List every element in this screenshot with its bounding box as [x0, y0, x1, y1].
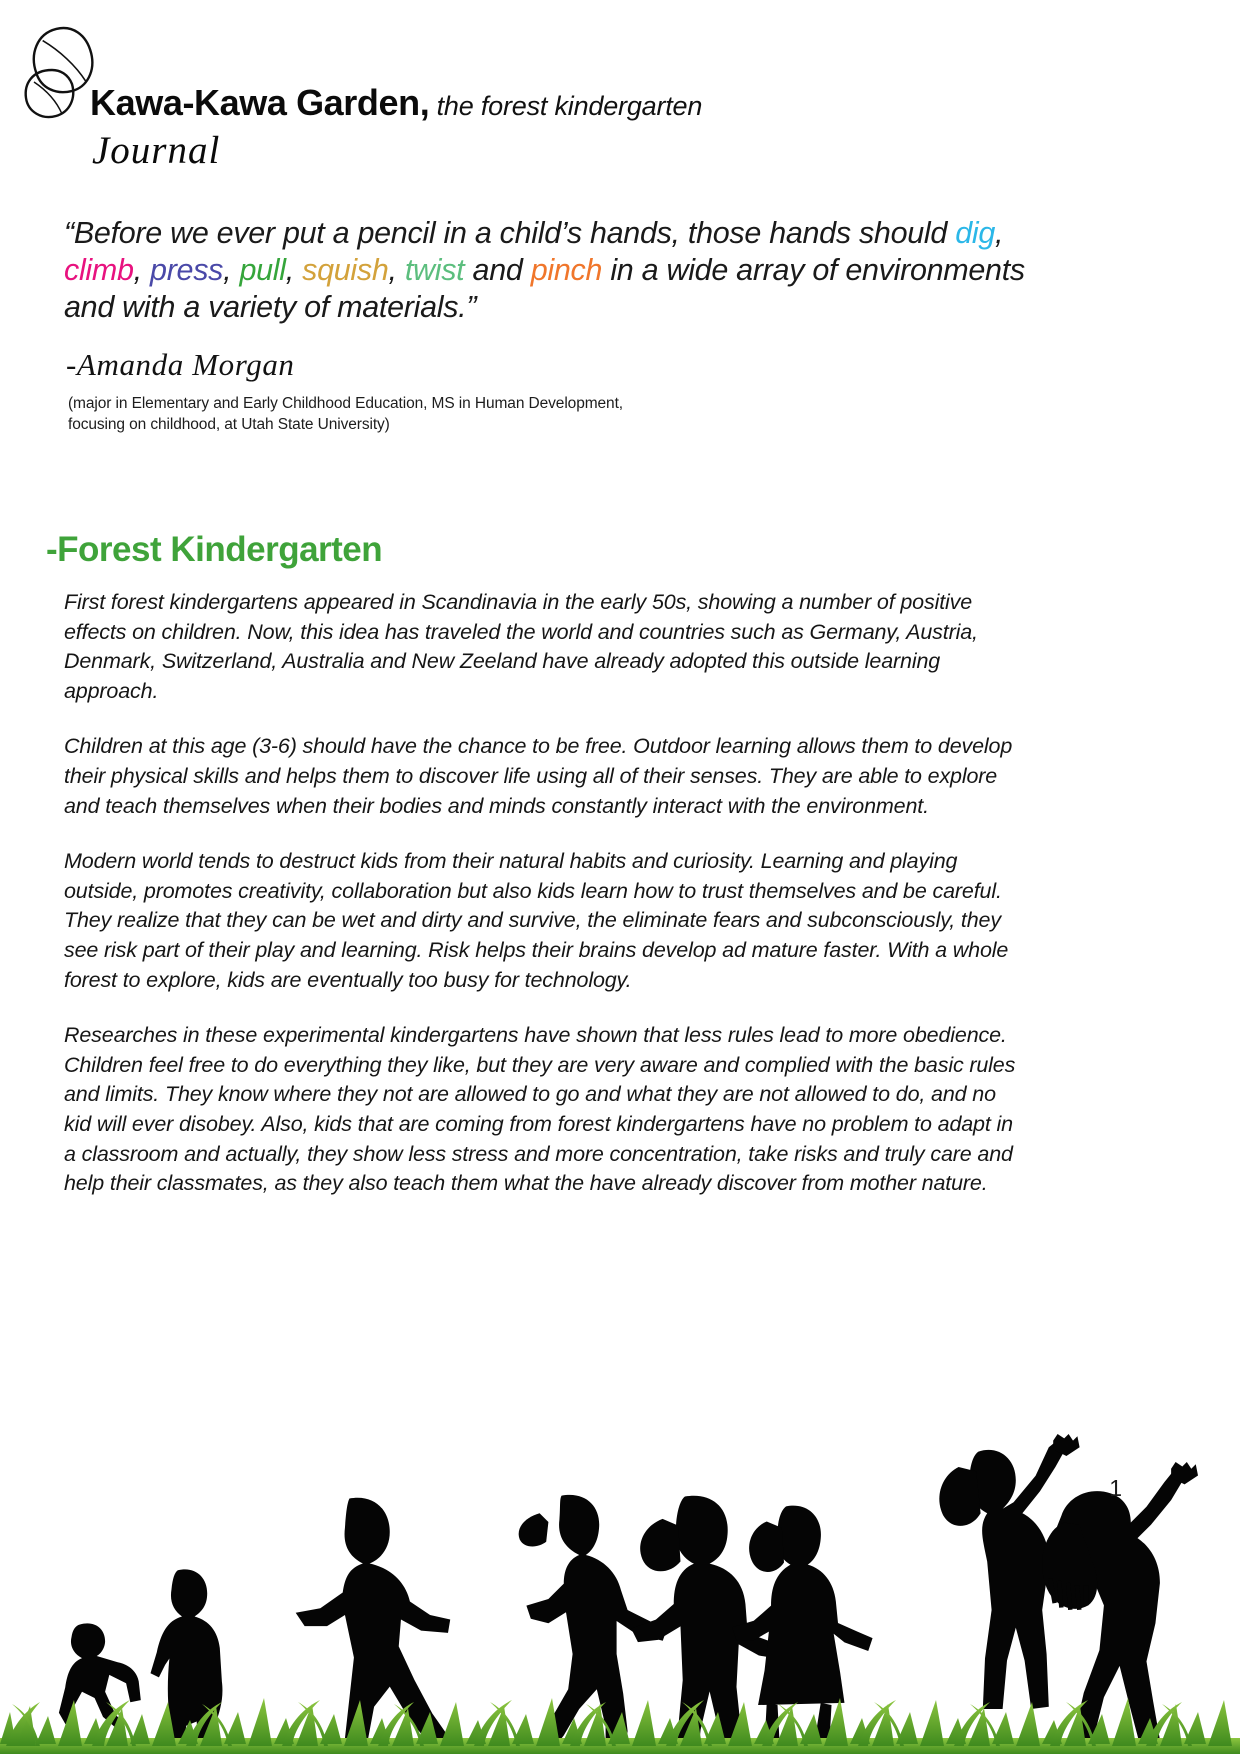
section-heading-forest-kindergarten: -Forest Kindergarten	[46, 530, 383, 570]
quote-opening-text: “Before we ever put a pencil in a child’s hands, those hands should	[64, 216, 956, 250]
silhouette-group	[59, 1434, 1198, 1754]
quote-author-credentials: (major in Elementary and Early Childhood Education, MS in Human Development, focusing on childhood, at Utah State University)	[68, 395, 623, 433]
brand-tagline: the forest kindergarten	[429, 91, 703, 121]
quote-author: -Amanda Morgan	[66, 347, 295, 382]
quote-word-1: ,	[995, 216, 1004, 250]
quote-word-6: pull	[239, 253, 286, 287]
journal-label: Journal	[92, 129, 221, 172]
silhouette-bending-girl	[1042, 1462, 1198, 1744]
quote-closing-text: in a wide array of environments and with a variety of materials.”	[64, 253, 1025, 324]
brand-name: Kawa-Kawa Garden,	[90, 82, 430, 123]
quote-word-10: twist	[404, 253, 465, 287]
silhouette-running-boy	[296, 1498, 451, 1754]
pull-quote	[64, 215, 1049, 326]
silhouette-child-right-dress	[732, 1506, 872, 1754]
article-paragraph-1: First forest kindergartens appeared in Scandinavia in the early 50s, showing a number of positive effects on children. Now, this idea has traveled the world and countries such as Germany, Austria, Denmark, Switzerland, Australia and New Zeeland have already adopted this outside learning approach.	[64, 590, 978, 703]
quote-word-9: ,	[388, 253, 405, 287]
quote-word-4: press	[150, 253, 224, 287]
article-paragraph-3: Modern world tends to destruct kids from their natural habits and curiosity. Learning and playing outside, promotes creativity, collaboration but also kids learn how to trust themselves and be careful. They realize that they can be wet and dirty and survive, the eliminate fears and subconsciously, they see risk part of their play and learning. Risk helps their brains develop ad mature faster. With a whole forest to explore, kids are eventually too busy for technology.	[64, 849, 1009, 992]
quote-word-5: ,	[223, 253, 240, 287]
quote-word-7: ,	[285, 253, 303, 287]
quote-word-0: dig	[955, 216, 996, 250]
quote-word-8: squish	[302, 253, 389, 287]
quote-word-2: climb	[64, 253, 134, 287]
page-number: 1	[1109, 1475, 1122, 1501]
article-paragraph-2: Children at this age (3-6) should have the chance to be free. Outdoor learning allows them to develop their physical skills and helps them to discover life using all of their senses. They are able to explore and teach themselves when their bodies and minds constantly interact with the environment.	[64, 734, 1013, 818]
article-body	[64, 588, 1026, 1199]
quote-word-12: pinch	[530, 253, 603, 287]
children-silhouettes-on-grass	[0, 1314, 1240, 1754]
quote-word-3: ,	[133, 253, 151, 287]
page-header	[22, 24, 1122, 172]
article-paragraph-4: Researches in these experimental kindergartens have shown that less rules lead to more obedience. Children feel free to do everything they like, but they are very aware and complied with the basic rules and limits. They know where they not are allowed to go and what they are not allowed to do, and no kid will ever disobey. Also, kids that are coming from forest kindergartens have no problem to adapt in a classroom and actually, they show less stress and more concentration, take risks and truly care and help their classmates, as they also teach them what the have already discover from mother nature.	[64, 1023, 1016, 1196]
brand-title	[90, 82, 702, 124]
quote-word-11: and	[464, 253, 531, 287]
